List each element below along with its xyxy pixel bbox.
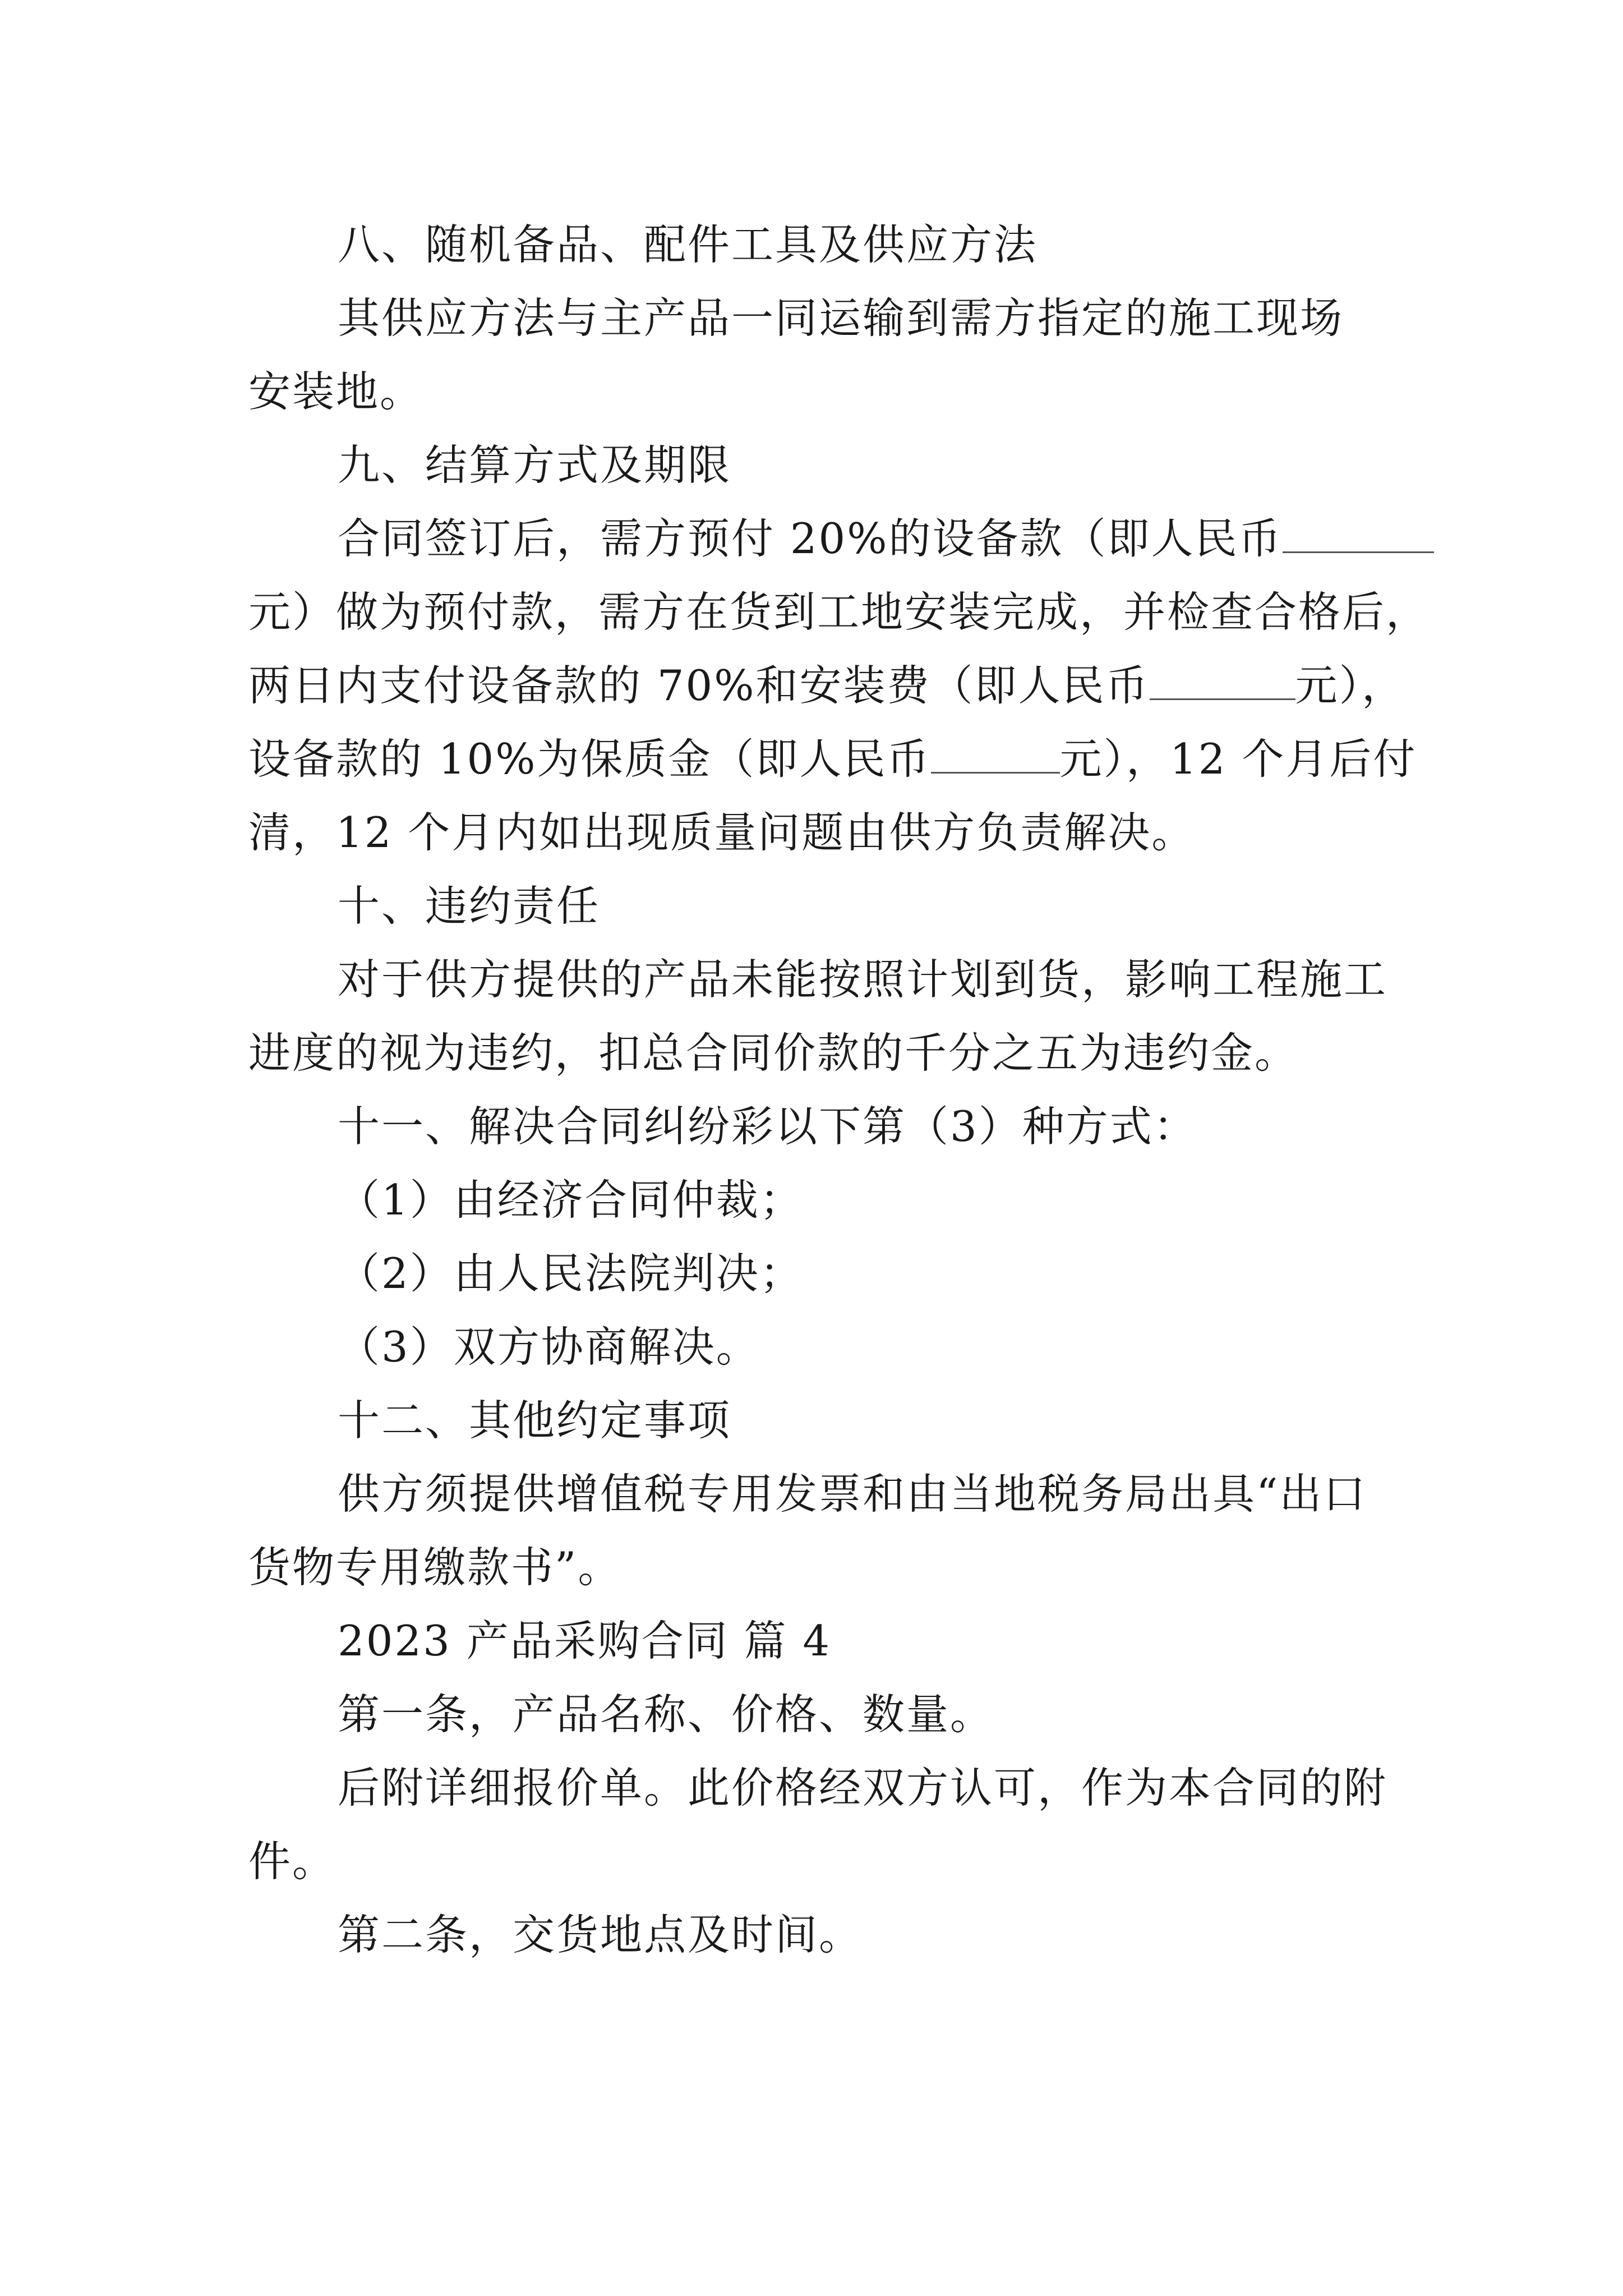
paragraph-text: 设备款的 10%为保质金（即人民币 bbox=[248, 734, 931, 784]
amount-blank bbox=[931, 737, 1060, 774]
paragraph-line bbox=[248, 657, 1405, 714]
list-item: （1）由经济合同仲裁； bbox=[338, 1175, 804, 1225]
paragraph-line: 件。 bbox=[248, 1837, 336, 1886]
paragraph-text: 元）， bbox=[1295, 661, 1406, 710]
list-item: （3）双方协商解决。 bbox=[338, 1322, 760, 1372]
paragraph-line bbox=[338, 510, 1434, 567]
paragraph-line: 其供应方法与主产品一同运输到需方指定的施工现场 bbox=[338, 293, 1344, 343]
section-11-heading: 十一、解决合同纠纷彩以下第（3）种方式： bbox=[338, 1102, 1197, 1151]
amount-blank bbox=[1150, 664, 1295, 700]
paragraph-line: 后附详细报价单。此价格经双方认可，作为本合同的附 bbox=[338, 1763, 1388, 1812]
section-10-heading: 十、违约责任 bbox=[338, 881, 601, 931]
paragraph-line: 清，12 个月内如出现质量问题由供方负责解决。 bbox=[248, 808, 1196, 857]
paragraph-text: 两日内支付设备款的 70%和安装费（即人民币 bbox=[248, 661, 1150, 710]
paragraph-text: 合同签订后，需方预付 20%的设备款（即人民币 bbox=[338, 514, 1283, 563]
section-8-heading: 八、随机备品、配件工具及供应方法 bbox=[338, 220, 1038, 269]
paragraph-line: 对于供方提供的产品未能按照计划到货，影响工程施工 bbox=[338, 955, 1388, 1004]
contract-title: 2023 产品采购合同 篇 4 bbox=[338, 1616, 832, 1665]
paragraph-line: 安装地。 bbox=[248, 367, 424, 416]
list-item: （2）由人民法院判决； bbox=[338, 1249, 804, 1298]
paragraph-line: 货物专用缴款书”。 bbox=[248, 1543, 622, 1592]
paragraph-line: 进度的视为违约，扣总合同价款的千分之五为违约金。 bbox=[248, 1028, 1299, 1078]
article-2-heading: 第二条，交货地点及时间。 bbox=[338, 1910, 863, 1959]
paragraph-line: 供方须提供增值税专用发票和由当地税务局出具“出口 bbox=[338, 1469, 1367, 1519]
article-1-heading: 第一条，产品名称、价格、数量。 bbox=[338, 1690, 994, 1739]
paragraph-line bbox=[248, 731, 1417, 787]
paragraph-text: 元），12 个月后付 bbox=[1059, 734, 1417, 784]
paragraph-line: 元）做为预付款，需方在货到工地安装完成，并检查合格后， bbox=[248, 587, 1430, 637]
section-9-heading: 九、结算方式及期限 bbox=[338, 440, 732, 490]
amount-blank bbox=[1283, 517, 1434, 553]
section-12-heading: 十二、其他约定事项 bbox=[338, 1396, 732, 1445]
